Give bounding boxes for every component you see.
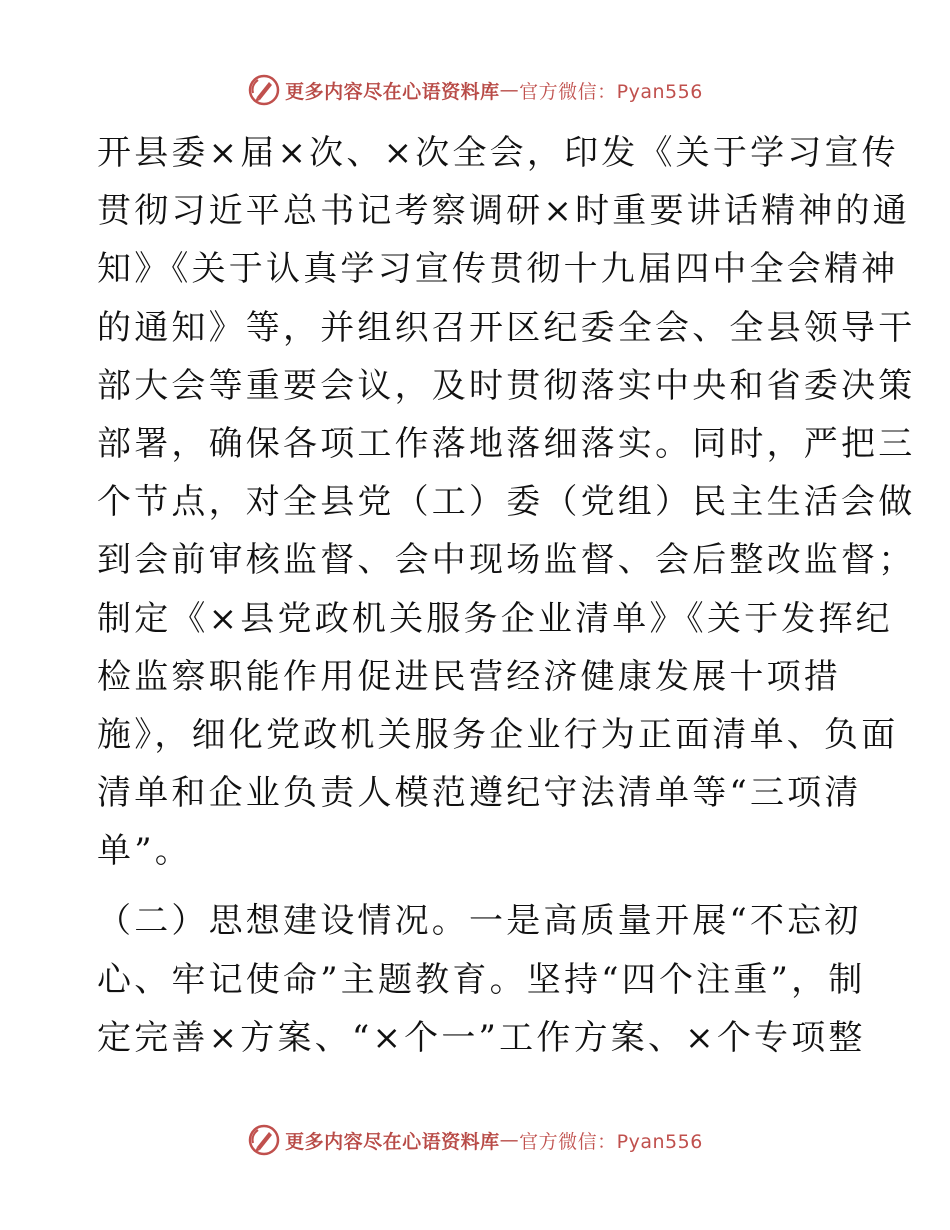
watermark-text: 更多内容尽在心语资料库 [285, 80, 500, 103]
watermark-contact: 官方微信：Pyan556 [519, 80, 703, 103]
watermark-header [0, 70, 950, 110]
document-body [97, 124, 916, 1067]
watermark-separator: — [499, 1129, 520, 1151]
watermark-contact: 官方微信：Pyan556 [519, 1130, 703, 1153]
watermark-separator: — [499, 79, 520, 101]
watermark-footer [0, 1120, 950, 1160]
text-line: （二）思想建设情况。一是高质量开展“不忘初 [97, 901, 862, 942]
text-line: 单”。 [97, 831, 192, 872]
text-line: 个节点，对全县党（工）委（党组）民主生活会做 [97, 482, 916, 523]
text-line: 开县委×届×次、×次全会，印发《关于学习宣传 [97, 133, 899, 173]
paragraph-2 [97, 892, 866, 1067]
text-line: 的通知》等，并组织召开区纪委全会、全县领导干 [97, 307, 916, 348]
pen-circle-logo-icon [247, 1123, 281, 1157]
text-line: 清单和企业负责人模范遵纪守法清单等“三项清 [97, 773, 862, 814]
text-line: 部署，确保各项工作落地落细落实。同时，严把三 [97, 423, 916, 464]
text-line: 制定《×县党政机关服务企业清单》《关于发挥纪 [97, 598, 893, 639]
text-line: 心、牢记使命”主题教育。坚持“四个注重”，制 [97, 959, 866, 1000]
pen-circle-logo-icon [247, 73, 281, 107]
watermark-text: 更多内容尽在心语资料库 [285, 1130, 500, 1153]
text-line: 部大会等重要会议，及时贯彻落实中央和省委决策 [97, 365, 916, 406]
text-line: 到会前审核监督、会中现场监督、会后整改监督； [97, 540, 916, 581]
text-line: 知》《关于认真学习宣传贯彻十九届四中全会精神 [97, 249, 899, 290]
text-line: 施》，细化党政机关服务企业行为正面清单、负面 [97, 714, 899, 755]
text-line: 检监察职能作用促进民营经济健康发展十项措 [97, 656, 841, 697]
paragraph-1 [97, 124, 916, 880]
text-line: 贯彻习近平总书记考察调研×时重要讲话精神的通 [97, 191, 910, 232]
text-line: 定完善×方案、“×个一”工作方案、×个专项整 [97, 1017, 866, 1058]
